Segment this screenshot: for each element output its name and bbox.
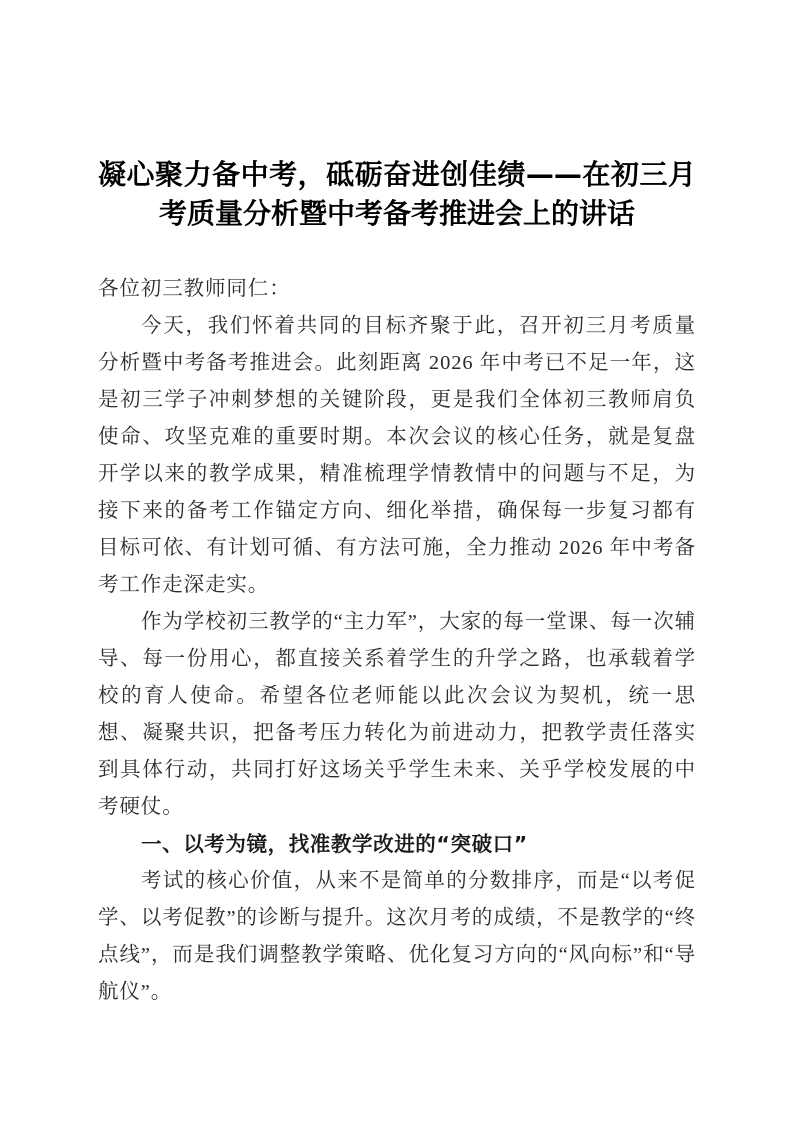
document-content — [98, 155, 696, 1011]
paragraph-1: 今天，我们怀着共同的目标齐聚于此，召开初三月考质量分析暨中考备考推进会。此刻距离 2026 年中考已不足一年，这是初三学子冲刺梦想的关键阶段，更是我们全体初三教师肩负使命、攻坚克难的重要时期。本次会议的核心任务，就是复盘开学以来的教学成果，精准梳理学情教情中的问题与不足，为接下来的备考工作锚定方向、细化举措，确保每一步复习都有目标可依、有计划可循、有方法可施，全力推动 2026 年中考备考工作走深走实。 — [98, 315, 696, 596]
section-1-paragraph-1: 考试的核心价值，从来不是简单的分数排序，而是“以考促学、以考促教”的诊断与提升。这次月考的成绩，不是教学的“终点线”，而是我们调整教学策略、优化复习方向的“风向标”和“导航仪”。 — [98, 870, 696, 1003]
document-body — [98, 271, 696, 1011]
salutation-line: 各位初三教师同仁： — [98, 278, 291, 300]
section-heading-1: 一、以考为镜，找准教学改进的“突破口” — [141, 832, 528, 856]
paragraph-2: 作为学校初三教学的“主力军”，大家的每一堂课、每一次辅导、每一份用心，都直接关系着学生的升学之路，也承载着学校的育人使命。希望各位老师能以此次会议为契机，统一思想、凝聚共识，把备考压力转化为前进动力，把教学责任落实到具体行动，共同打好这场关乎学生未来、关乎学校发展的中考硬仗。 — [98, 611, 696, 818]
page-title: 凝心聚力备中考，砥砺奋进创佳绩——在初三月考质量分析暨中考备考推进会上的讲话 — [98, 158, 696, 230]
